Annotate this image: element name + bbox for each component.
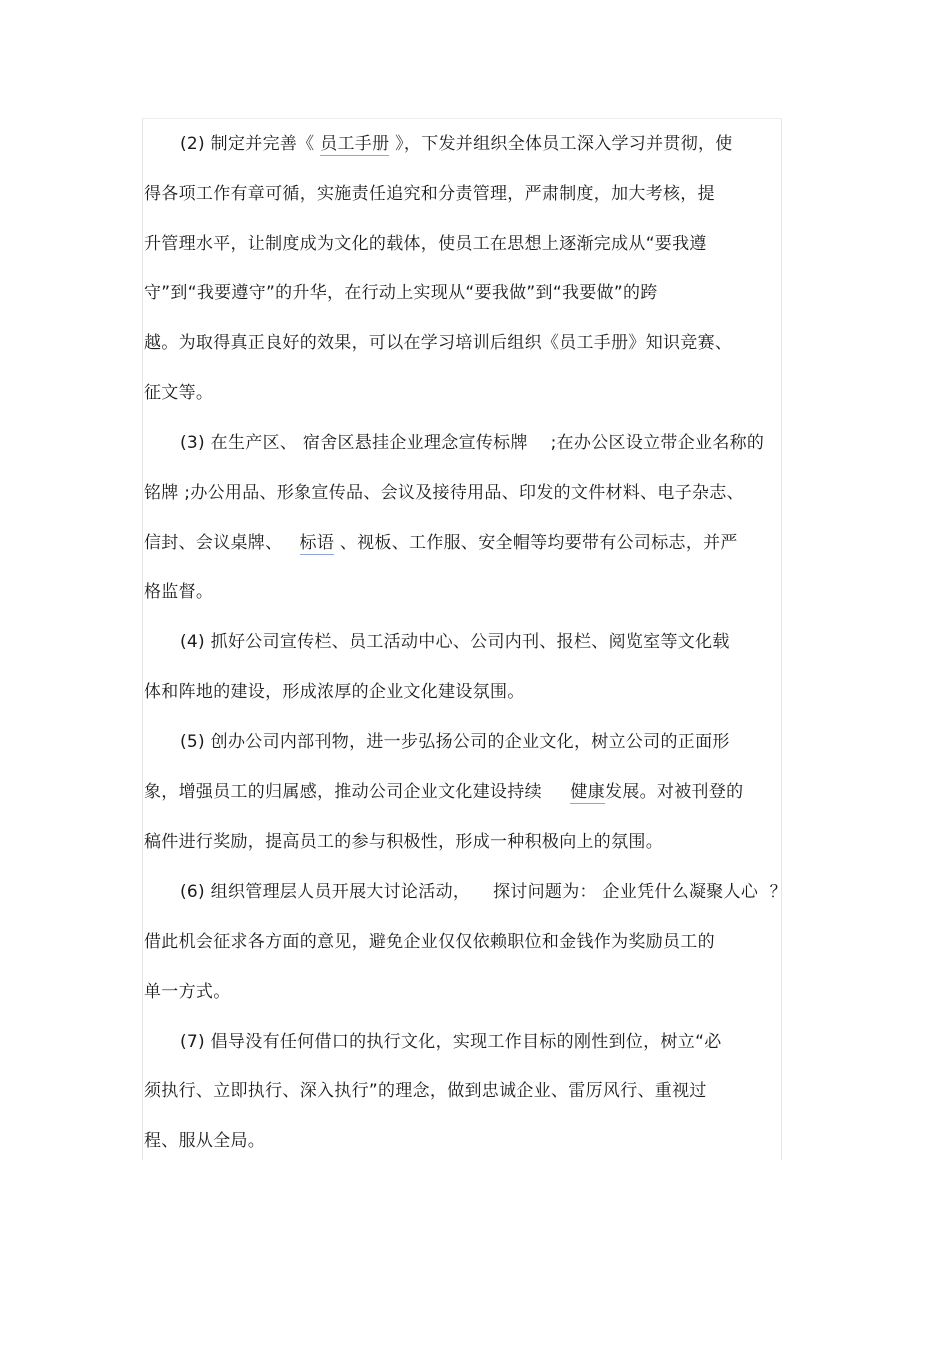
- text-segment: 发展。对被刊登的: [605, 782, 744, 802]
- paragraph-3-line-1: (3) 在生产区、 宿舍区悬挂企业理念宣传标牌 ;在办公区设立带企业名称的: [180, 433, 765, 453]
- paragraph-3-line-4: 格监督。: [144, 582, 214, 602]
- paragraph-6-line-3: 单一方式。: [144, 982, 231, 1002]
- paragraph-5-line-1: (5) 创办公司内部刊物，进一步弘扬公司的企业文化，树立公司的正面形: [180, 732, 730, 752]
- text-segment: 信封、会议桌牌、: [144, 533, 300, 553]
- paragraph-5-line-3: 稿件进行奖励，提高员工的参与积极性，形成一种积极向上的氛围。: [144, 832, 663, 852]
- text-segment: 》，下发并组织全体员工深入学习并贯彻，使: [389, 134, 733, 154]
- paragraph-7-line-2: 须执行、立即执行、深入执行”的理念，做到忠诚企业、雷厉风行、重视过: [144, 1081, 707, 1101]
- underlined-term-slogan: 标语: [299, 533, 335, 553]
- paragraph-2-line-4: 守”到“我要遵守”的升华，在行动上实现从“要我做”到“我要做”的跨: [144, 283, 658, 303]
- text-segment: (2) 制定并完善《: [180, 134, 321, 154]
- paragraph-2-line-3: 升管理水平，让制度成为文化的载体，使员工在思想上逐渐完成从“要我遵: [144, 234, 707, 254]
- paragraph-3-line-2: 铭牌 ;办公用品、形象宣传品、会议及接待用品、印发的文件材料、电子杂志、: [144, 483, 744, 503]
- paragraph-5-line-2: [144, 781, 743, 803]
- paragraph-6-line-2: 借此机会征求各方面的意见，避免企业仅仅依赖职位和金钱作为奖励员工的: [144, 932, 715, 952]
- paragraph-7-line-3: 程、服从全局。: [144, 1131, 266, 1151]
- paragraph-2-line-6: 征文等。: [144, 383, 214, 403]
- paragraph-2-line-2: 得各项工作有章可循，实施责任追究和分责管理，严肃制度，加大考核，提: [144, 184, 715, 204]
- underlined-term-employee-handbook: 员工手册: [320, 134, 390, 154]
- text-segment: 、视板、工作服、安全帽等均要带有公司标志，并严: [334, 533, 738, 553]
- paragraph-2-line-5: 越。为取得真正良好的效果，可以在学习培训后组织《员工手册》知识竞赛、: [144, 333, 733, 353]
- underlined-term-health: 健康: [570, 782, 606, 802]
- text-segment: 象，增强员工的归属感，推动公司企业文化建设持续: [144, 782, 571, 802]
- paragraph-6-line-1: (6) 组织管理层人员开展大讨论活动， 探讨问题为： 企业凭什么凝聚人心 ？: [180, 882, 787, 902]
- paragraph-4-line-1: (4) 抓好公司宣传栏、员工活动中心、公司内刊、报栏、阅览室等文化载: [180, 632, 730, 652]
- paragraph-4-line-2: 体和阵地的建设，形成浓厚的企业文化建设氛围。: [144, 682, 525, 702]
- paragraph-2-line-1: [180, 133, 733, 155]
- paragraph-7-line-1: (7) 倡导没有任何借口的执行文化，实现工作目标的刚性到位，树立“必: [180, 1032, 722, 1052]
- paragraph-3-line-3: [144, 532, 738, 554]
